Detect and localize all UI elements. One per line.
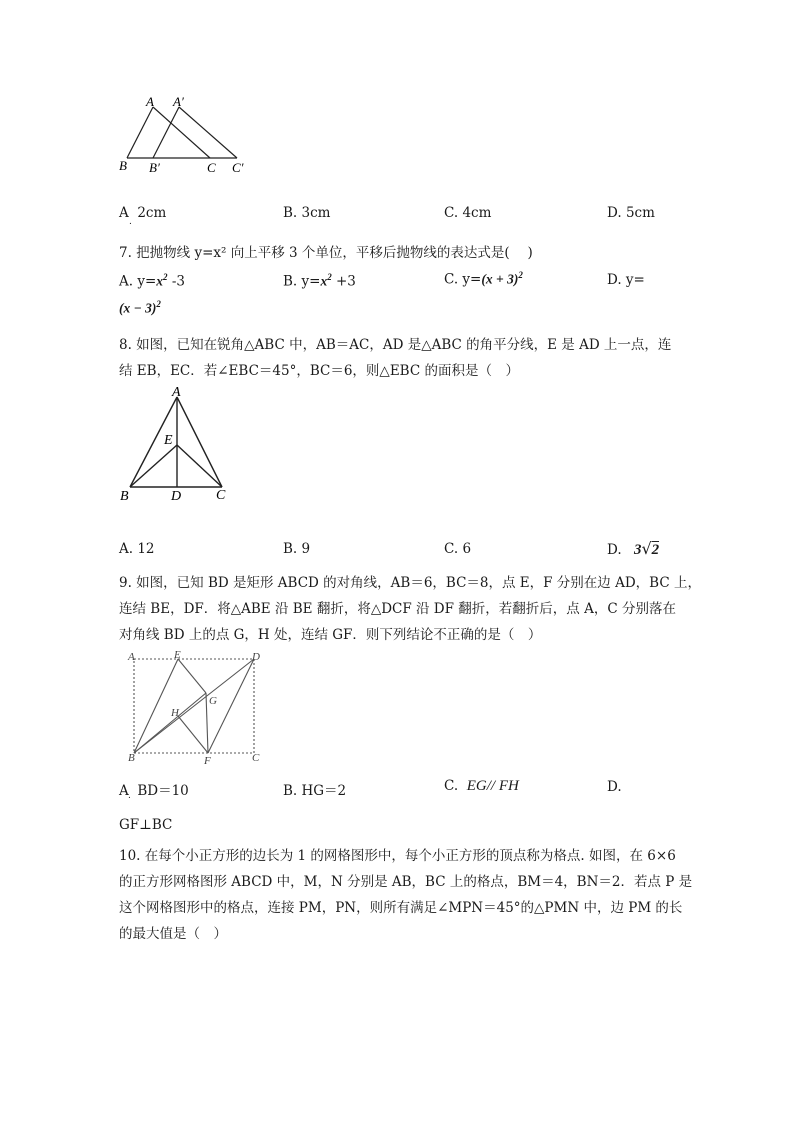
segment-be [134, 659, 178, 753]
q9-option-a: A . BD＝10 [119, 783, 189, 801]
q7-stem: 7. 把抛物线 y=x² 向上平移 3 个单位，平移后抛物线的表达式是( ) [119, 245, 533, 261]
q6-option-c: C. 4cm [444, 205, 492, 221]
q6-option-d: D. 5cm [607, 205, 655, 221]
label-b: B [120, 489, 129, 504]
q7-option-d: D. y= [607, 272, 645, 288]
label-a-prime: A′ [173, 94, 184, 109]
q7-option-b: B. $y=x^2 +3$ [283, 272, 356, 290]
q10-stem-line2: 的正方形网格图形 ABCD 中，M，N 分别是 AB，BC 上的格点，BM＝4，BN＝2．若点 P 是 [119, 874, 693, 890]
label-f: F [204, 755, 211, 766]
segment-ab [127, 107, 153, 158]
segment-a2c2 [179, 107, 237, 158]
segment-gf [206, 693, 208, 753]
q10-stem-line1: 10. 在每个小正方形的边长为 1 的网格图形中，每个小正方形的顶点称为格点. 如图，在 6×6 [119, 848, 676, 864]
q8-option-c: C. 6 [444, 541, 472, 557]
segment-ac [177, 397, 222, 487]
q10-stem-line4: 的最大值是（ ） [119, 926, 227, 942]
segment-ac [153, 107, 210, 158]
label-a: A [128, 651, 135, 663]
q7-option-c: C. $y=(x + 3)^2$ [444, 270, 523, 288]
segment-eg [178, 659, 206, 693]
q7-option-a: A. $y=x^2$ -3 [119, 272, 185, 290]
label-b: B [119, 158, 127, 173]
label-e: E [164, 433, 173, 448]
segment-bd [134, 659, 254, 753]
q8-figure [112, 383, 242, 505]
q8-option-d: D. 3√2 [607, 539, 660, 558]
q9-option-b: B. HG＝2 [283, 783, 347, 799]
q9-figure [122, 648, 264, 766]
label-d: D [171, 489, 182, 504]
q9-option-d-text: GF⊥BC [119, 817, 173, 833]
label-c: C [207, 160, 216, 175]
q6-option-a: A . 2cm [119, 205, 167, 227]
q8-option-a: A. 12 [119, 541, 155, 557]
segment-fh [178, 716, 208, 753]
q8-stem-line2: 结 EB，EC．若∠EBC＝45°，BC＝6，则△EBC 的面积是（ ） [119, 363, 519, 379]
q9-stem-line1: 9. 如图，已知 BD 是矩形 ABCD 的对角线，AB＝6，BC＝8，点 E，F 分别在边 AD，BC 上， [119, 575, 701, 591]
q6-option-b: B. 3cm [283, 205, 331, 221]
label-c: C [252, 752, 260, 764]
q9-stem-line2: 连结 BE，DF．将△ABE 沿 BE 翻折，将△DCF 沿 DF 翻折，若翻折后，点 A，C 分别落在 [119, 601, 676, 617]
q10-stem-line3: 这个网格图形中的格点，连接 PM，PN，则所有满足∠MPN＝45°的△PMN 中，边 PM 的长 [119, 900, 683, 916]
label-c-prime: C′ [232, 160, 244, 175]
segment-eb [130, 445, 177, 487]
q9-stem-line3: 对角线 BD 上的点 G，H 处，连结 GF．则下列结论不正确的是（ ） [119, 627, 542, 643]
segment-ec [177, 445, 222, 487]
label-a: A [172, 385, 181, 400]
label-g: G [209, 695, 217, 707]
q8-stem-line1: 8. 如图，已知在锐角△ABC 中，AB＝AC，AD 是△ABC 的角平分线，E 是 AD 上一点，连 [119, 337, 672, 353]
q9-option-d: D. [607, 779, 622, 795]
label-d: D [252, 651, 260, 663]
q7-option-d-expression: $(x - 3)^2$ [119, 299, 161, 316]
label-a: A [146, 94, 154, 109]
segment-a2b2 [153, 107, 179, 158]
q8-option-b: B. 9 [283, 541, 311, 557]
label-b: B [128, 752, 135, 764]
label-h: H [171, 707, 179, 719]
label-c: C [216, 488, 226, 503]
q9-option-c: C. EG// FH [444, 778, 519, 794]
segment-bg [134, 693, 206, 753]
label-e: E [174, 649, 181, 661]
q6-figure [115, 92, 255, 177]
label-b-prime: B′ [149, 160, 160, 175]
